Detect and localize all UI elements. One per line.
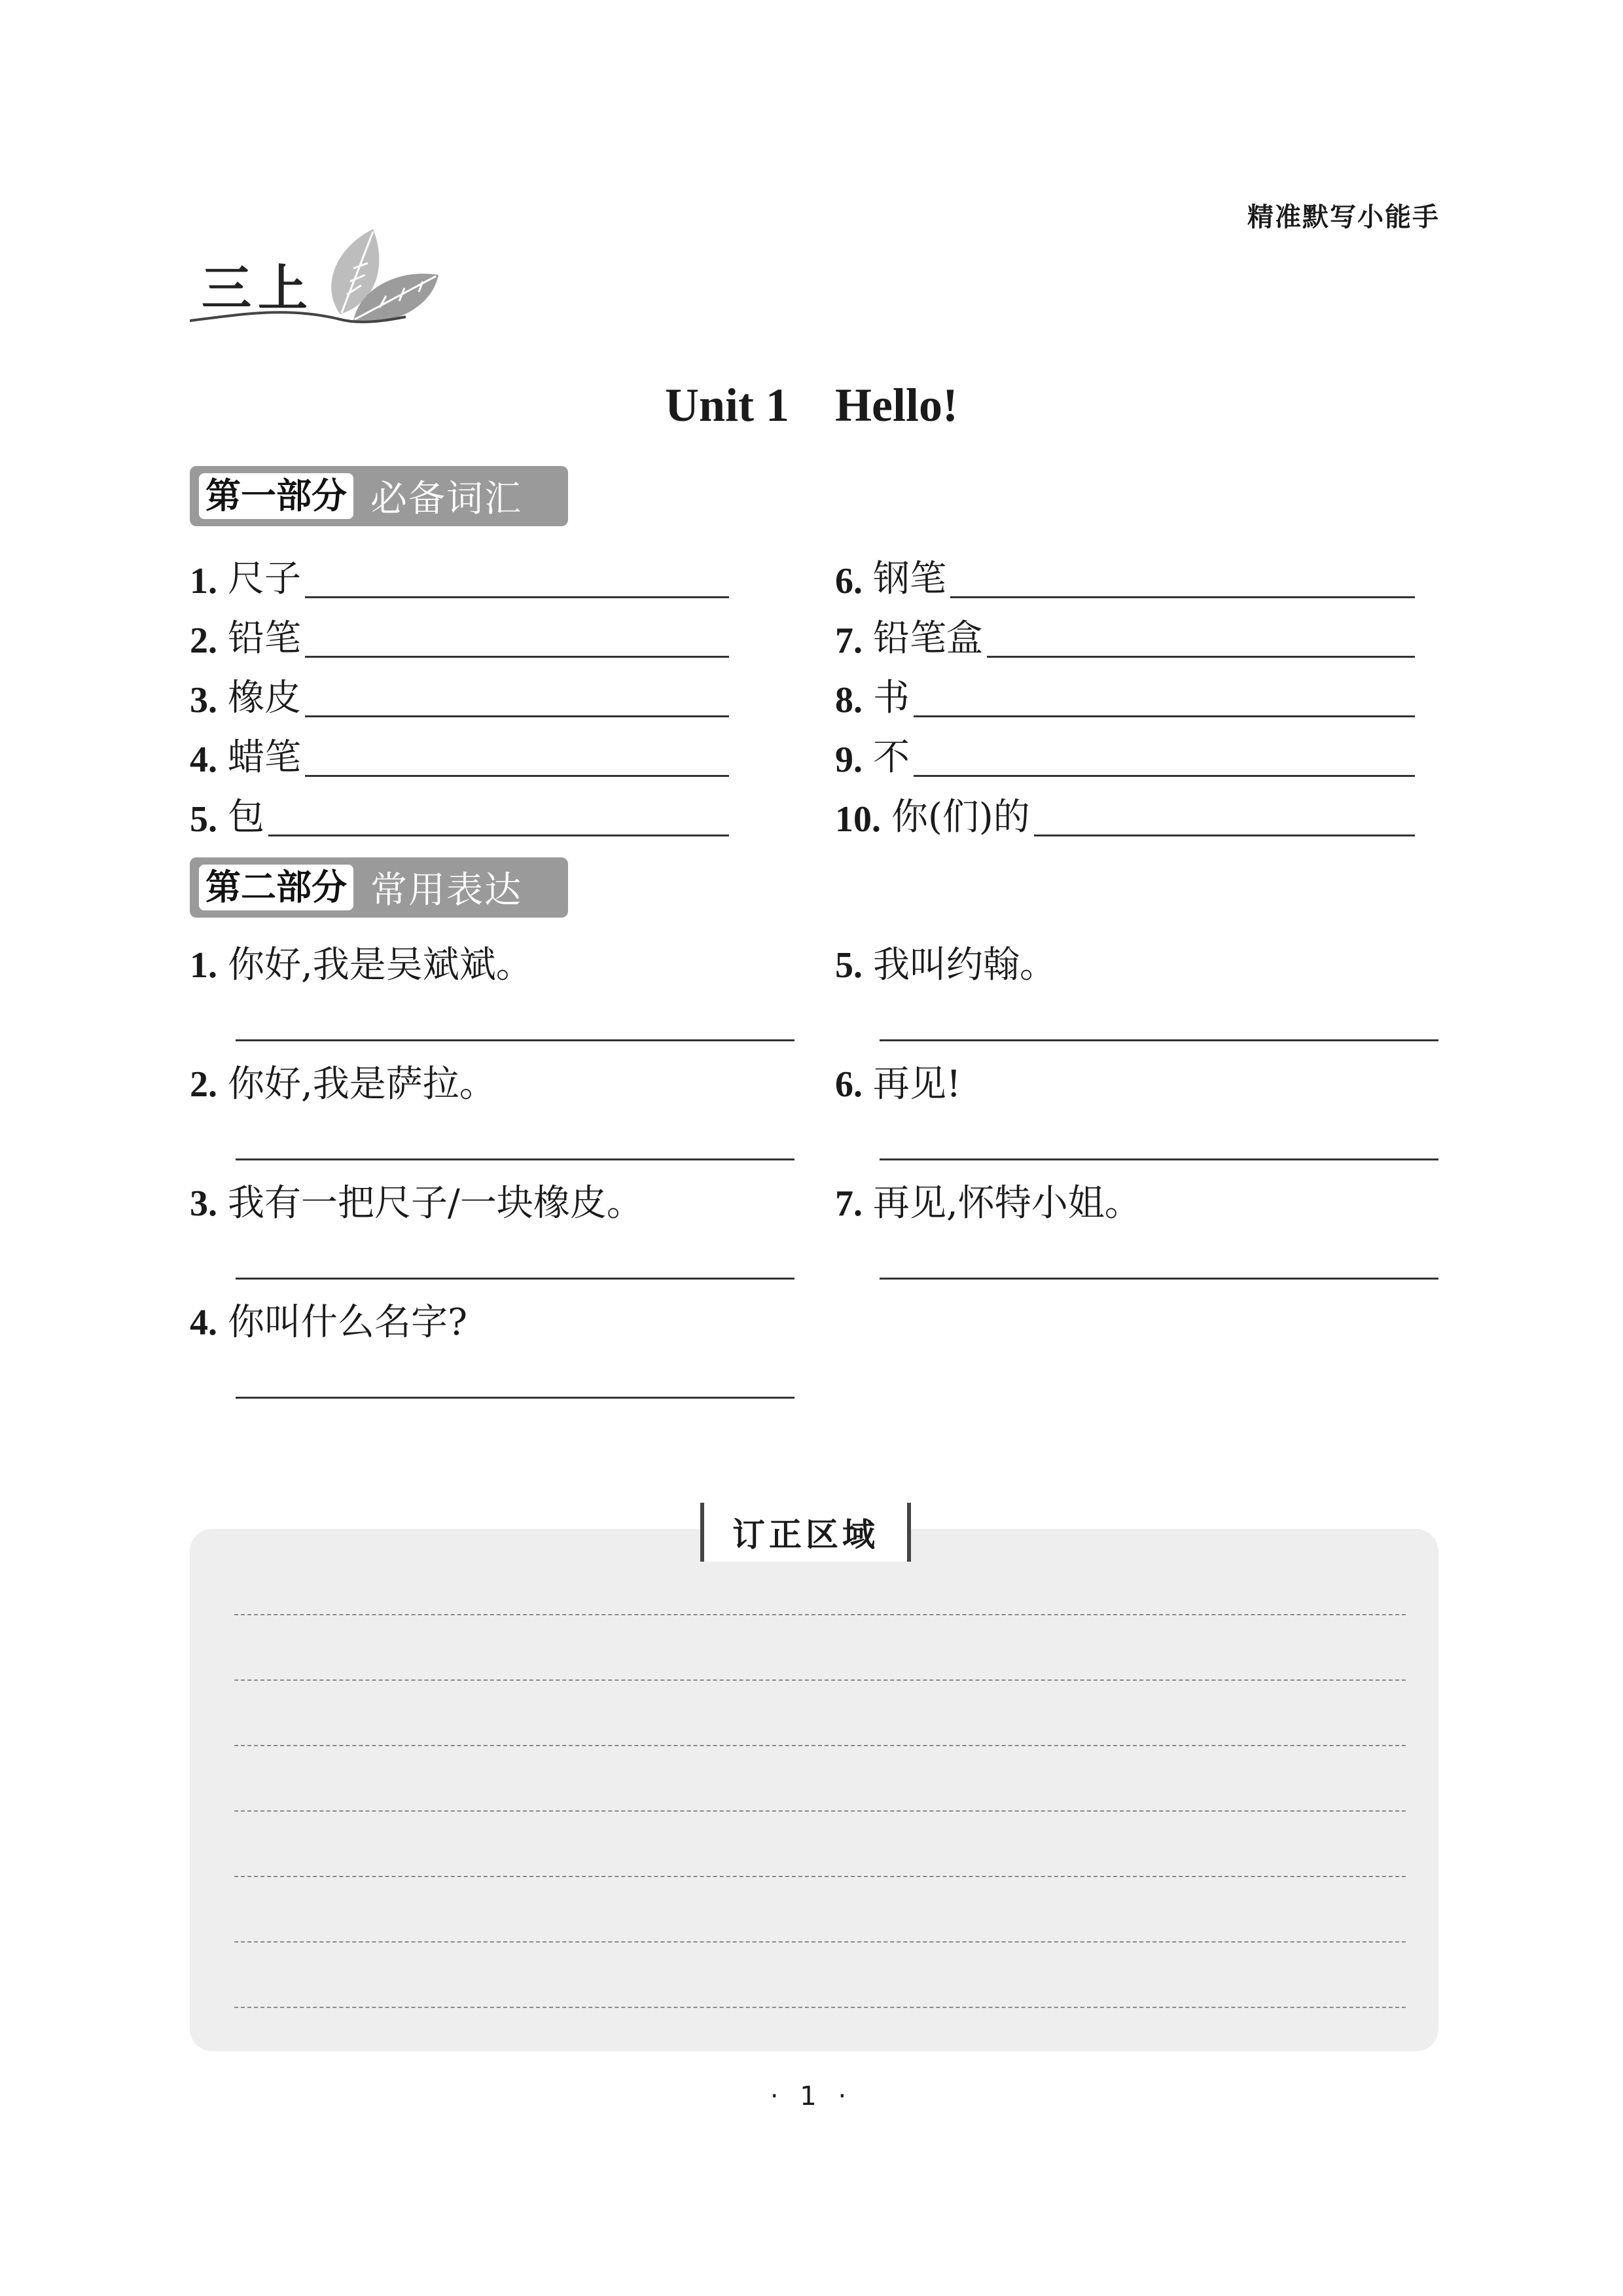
correction-line[interactable]: [234, 1614, 1406, 1615]
unit-title: [0, 378, 1623, 433]
vocab-word: 包: [228, 796, 264, 838]
grade-label: 三上: [202, 259, 314, 317]
grade-logo: [190, 223, 452, 334]
correction-line[interactable]: [234, 1745, 1406, 1746]
item-number: 3.: [190, 1183, 217, 1224]
answer-line[interactable]: [236, 1158, 794, 1160]
item-number: 7.: [835, 620, 863, 661]
phrase-item: [835, 936, 1056, 988]
answer-blank[interactable]: [1034, 829, 1415, 836]
part1-label: 第一部分: [199, 473, 353, 519]
item-number: 1.: [190, 561, 217, 601]
vocab-word: 不: [873, 736, 910, 779]
item-number: 6.: [835, 1064, 863, 1105]
phrase-text: 再见!: [873, 1063, 961, 1105]
phrase-text: 你叫什么名字?: [228, 1301, 468, 1344]
phrase-item: [190, 1293, 467, 1346]
correction-line[interactable]: [234, 1679, 1406, 1681]
vocab-item[interactable]: [190, 662, 729, 721]
answer-blank[interactable]: [268, 829, 729, 836]
vocab-word: 你(们)的: [891, 796, 1030, 838]
phrase-item: [190, 1055, 496, 1107]
vocab-item[interactable]: [835, 543, 1415, 602]
vocab-word: 书: [873, 677, 910, 719]
correction-line[interactable]: [234, 2007, 1406, 2008]
phrase-text: 我叫约翰。: [873, 944, 1056, 986]
unit-name: Hello!: [835, 379, 958, 431]
vocab-word: 钢笔: [873, 558, 946, 600]
item-number: 9.: [835, 740, 863, 780]
phrase-text: 再见,怀特小姐。: [873, 1182, 1141, 1225]
vocab-word: 铅笔盒: [873, 617, 983, 660]
item-number: 4.: [190, 740, 217, 780]
unit-number: Unit 1: [665, 379, 790, 431]
phrase-text: 你好,我是吴斌斌。: [228, 944, 533, 986]
part1-title: 必备词汇: [370, 478, 522, 520]
correction-line[interactable]: [234, 1876, 1406, 1877]
vocab-item[interactable]: [190, 603, 729, 662]
phrase-item: [835, 1055, 961, 1107]
item-number: 7.: [835, 1183, 863, 1224]
vocab-item[interactable]: [190, 722, 729, 781]
answer-blank[interactable]: [305, 770, 729, 777]
answer-line[interactable]: [236, 1397, 794, 1399]
answer-blank[interactable]: [305, 651, 729, 658]
item-number: 5.: [190, 799, 217, 840]
vocab-item[interactable]: [835, 781, 1415, 840]
phrase-text: 我有一把尺子/一块橡皮。: [228, 1182, 643, 1225]
phrase-item: [190, 1174, 643, 1227]
vocab-word: 铅笔: [228, 617, 301, 660]
answer-line[interactable]: [880, 1158, 1438, 1160]
answer-blank[interactable]: [950, 591, 1415, 598]
answer-blank[interactable]: [305, 591, 729, 598]
answer-line[interactable]: [236, 1278, 794, 1280]
answer-line[interactable]: [880, 1278, 1438, 1280]
item-number: 4.: [190, 1302, 217, 1343]
answer-blank[interactable]: [914, 710, 1415, 717]
page-number: · 1 ·: [770, 2081, 853, 2111]
item-number: 2.: [190, 1064, 217, 1105]
vocab-item[interactable]: [190, 543, 729, 602]
correction-label: 订正区域: [700, 1503, 911, 1562]
answer-blank[interactable]: [305, 710, 729, 717]
item-number: 5.: [835, 945, 863, 986]
item-number: 3.: [190, 680, 217, 721]
correction-area[interactable]: [190, 1529, 1438, 2051]
phrase-item: [190, 936, 533, 988]
answer-blank[interactable]: [987, 651, 1415, 658]
answer-line[interactable]: [880, 1039, 1438, 1041]
phrase-text: 你好,我是萨拉。: [228, 1063, 496, 1105]
vocab-item[interactable]: [835, 662, 1415, 721]
answer-blank[interactable]: [914, 770, 1415, 777]
vocab-word: 尺子: [228, 558, 301, 600]
item-number: 1.: [190, 945, 217, 986]
item-number: 10.: [835, 799, 881, 840]
part2-label: 第二部分: [199, 865, 353, 910]
correction-line[interactable]: [234, 1810, 1406, 1812]
item-number: 2.: [190, 620, 217, 661]
vocab-word: 蜡笔: [228, 736, 301, 779]
part2-banner: [190, 857, 568, 918]
series-title: 精准默写小能手: [1247, 202, 1440, 232]
vocab-word: 橡皮: [228, 677, 301, 719]
item-number: 8.: [835, 680, 863, 721]
vocab-item[interactable]: [190, 781, 729, 840]
correction-line[interactable]: [234, 1941, 1406, 1943]
vocab-item[interactable]: [835, 603, 1415, 662]
phrase-item: [835, 1174, 1141, 1227]
item-number: 6.: [835, 561, 863, 601]
part2-title: 常用表达: [370, 869, 522, 912]
part1-banner: [190, 466, 568, 526]
answer-line[interactable]: [236, 1039, 794, 1041]
vocab-item[interactable]: [835, 722, 1415, 781]
